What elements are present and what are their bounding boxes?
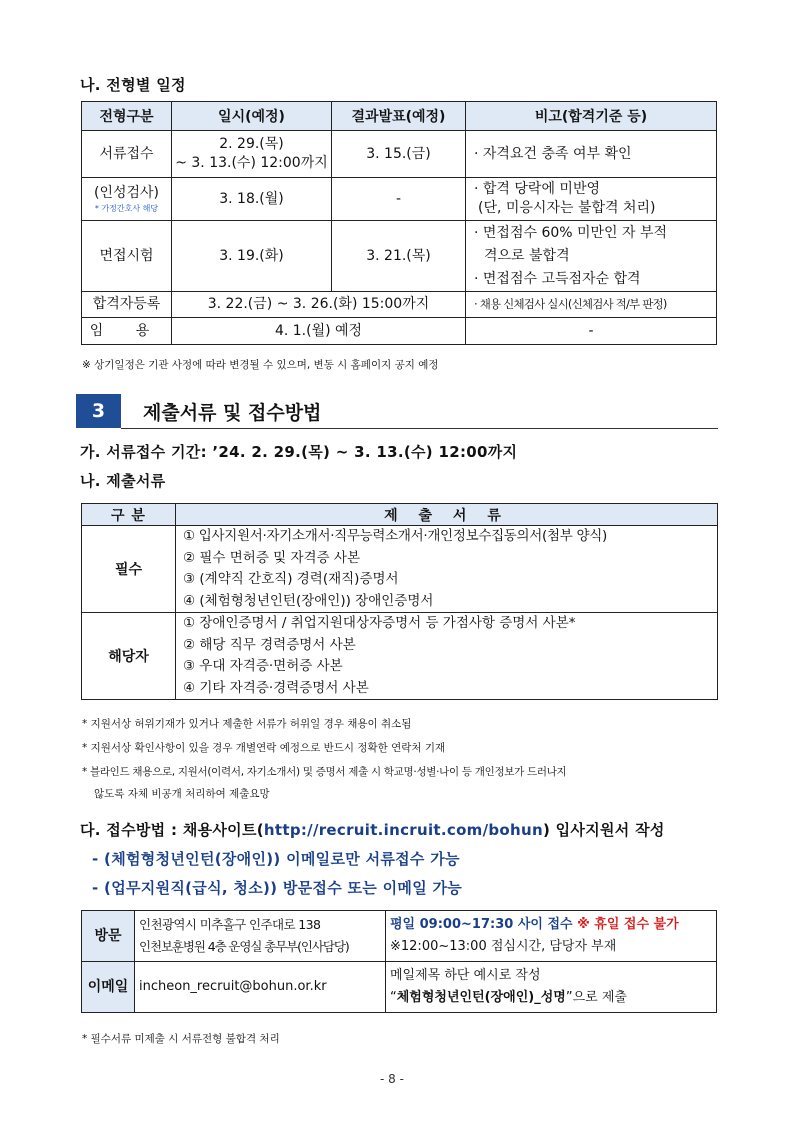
note-cell: · 자격요건 충족 여부 확인 [466,131,717,178]
header-note: 비고(합격기준 등) [466,102,717,131]
stage-cell: 서류접수 [82,131,172,178]
docs-table [81,503,718,700]
category-cell: 필수 [82,526,176,613]
stage-note: * 가정간호사 해당 [94,204,159,213]
note-line: 격으로 불합격 [484,247,570,264]
result-cell: 3. 21.(목) [332,221,466,292]
holiday-warning: ※ 휴일 접수 불가 [577,917,679,932]
note-cell [466,221,717,292]
note-line: · 합격 당락에 미반영 [474,181,600,197]
method-heading-suffix: ) 입사지원서 작성 [542,821,665,839]
date-line: 2. 29.(목) [219,136,284,152]
schedule-heading: 나. 전형별 일정 [80,76,186,94]
schedule-row [82,131,717,178]
docs-note: * 지원서상 확인사항이 있을 경우 개별연락 예정으로 반드시 정확한 연락처 기재 [82,742,446,754]
section-title: 제출서류 및 접수방법 [143,402,322,424]
note-cell: · 채용 신체검사 실시(신체검사 적/부 판정) [466,292,717,318]
document-item: ① 입사지원서·자기소개서·직무능력소개서·개인정보수집동의서(첨부 양식) [183,528,607,544]
section-number: 3 [76,394,121,428]
note-line: · 면접점수 고득점자순 합격 [474,270,641,287]
schedule-footnote: ※ 상기일정은 기관 사정에 따라 변경될 수 있으며, 변동 시 홈페이지 공지 예정 [82,359,439,371]
date-cell: 3. 18.(월) [172,178,332,221]
recruit-site-link[interactable]: http://recruit.incruit.com/bohun [263,821,543,839]
documents-cell [176,526,718,613]
date-cell [172,131,332,178]
schedule-header-row [82,102,717,131]
schedule-row [82,178,717,221]
section-underline [121,428,718,429]
result-cell: - [332,178,466,221]
stage-cell: 면접시험 [82,221,172,292]
final-note: * 필수서류 미제출 시 서류전형 불합격 처리 [82,1033,280,1045]
method-bullet: - (업무지원직(급식, 청소)) 방문접수 또는 이메일 가능 [92,879,463,897]
visit-address-line: 인천보훈병원 4층 운영실 총무부(인사담당) [139,939,349,954]
schedule-row [82,318,717,345]
email-address[interactable]: incheon_recruit@bohun.or.kr [135,962,386,1013]
email-row [82,962,717,1013]
document-item: ④ (체험형청년인턴(장애인)) 장애인증명서 [183,592,434,609]
note-cell: - [466,318,717,345]
schedule-row [82,292,717,318]
period-heading: 가. 서류접수 기간: ’24. 2. 29.(목) ~ 3. 13.(수) 12:00까지 [80,443,518,461]
email-instructions-cell [386,962,717,1013]
stage-label: (인성검사) [93,185,160,201]
date-cell: 4. 1.(월) 예정 [172,318,466,345]
document-item: ④ 기타 자격증·경력증명서 사본 [183,679,369,696]
header-result: 결과발표(예정) [332,102,466,131]
method-heading-prefix: 다. 접수방법 : 채용사이트( [80,821,264,839]
docs-row [82,526,718,613]
category-cell: 해당자 [82,613,176,700]
contact-table [81,910,717,1013]
document-item: ② 필수 면허증 및 자격증 사본 [183,549,361,566]
document-item: ① 장애인증명서 / 취업지원대상자증명서 등 가점사항 증명서 사본* [183,615,576,631]
document-item: ③ (계약직 간호직) 경력(재직)증명서 [183,571,399,587]
email-subject-format: 체험형청년인턴(장애인)_성명 [396,990,566,1005]
docs-heading: 나. 제출서류 [80,472,166,490]
document-item: ② 해당 직무 경력증명서 사본 [183,636,356,653]
visit-row [82,911,717,962]
date-cell: 3. 22.(금) ~ 3. 26.(화) 15:00까지 [172,292,466,318]
schedule-table [81,101,717,345]
schedule-row [82,221,717,292]
docs-header-row [82,504,718,526]
documents-cell [176,613,718,700]
date-cell: 3. 19.(화) [172,221,332,292]
email-note: 메일제목 하단 예시로 작성 [390,968,541,983]
stage-cell [82,178,172,221]
lunch-note: ※12:00~13:00 점심시간, 담당자 부재 [390,939,617,954]
note-cell [466,178,717,221]
header-documents: 제 출 서 류 [176,504,718,526]
visit-hours [390,914,716,936]
docs-note: 않도록 자체 비공개 처리하여 제출요망 [94,788,270,800]
date-line: ~ 3. 13.(수) 12:00까지 [175,155,328,171]
docs-note: * 블라인드 채용으로, 지원서(이력서, 자기소개서) 및 증명서 제출 시 학교명·성별·나이 등 개인정보가 드러나지 [82,766,567,778]
docs-row [82,613,718,700]
stage-cell: 합격자등록 [82,292,172,318]
document-item: ③ 우대 자격증·면허증 사본 [183,658,343,674]
visit-address-cell [135,911,386,962]
method-bullet: - (체험형청년인턴(장애인)) 이메일로만 서류접수 가능 [92,850,460,868]
note-line: (단, 미응시자는 불합격 처리) [478,200,656,216]
method-heading [80,819,665,840]
email-subject-example [390,987,716,1009]
header-date: 일시(예정) [172,102,332,131]
visit-label: 방문 [82,911,135,962]
page-number: - 8 - [380,1072,404,1086]
visit-address-line: 인천광역시 미추홀구 인주대로 138 [139,917,321,932]
quote-close: ”으로 제출 [565,990,627,1005]
header-category: 구 분 [82,504,176,526]
email-label: 이메일 [82,962,135,1013]
quote-open: “ [390,990,397,1005]
header-stage: 전형구분 [82,102,172,131]
visit-hours-cell [386,911,717,962]
result-cell: 3. 15.(금) [332,131,466,178]
note-line: · 면접점수 60% 미만인 자 부적 [474,224,668,241]
stage-cell: 임 용 [82,318,172,345]
docs-note: * 지원서상 허위기재가 있거나 제출한 서류가 허위일 경우 채용이 취소됨 [82,718,412,730]
visit-hours-text: 평일 09:00~17:30 사이 접수 [390,917,578,932]
